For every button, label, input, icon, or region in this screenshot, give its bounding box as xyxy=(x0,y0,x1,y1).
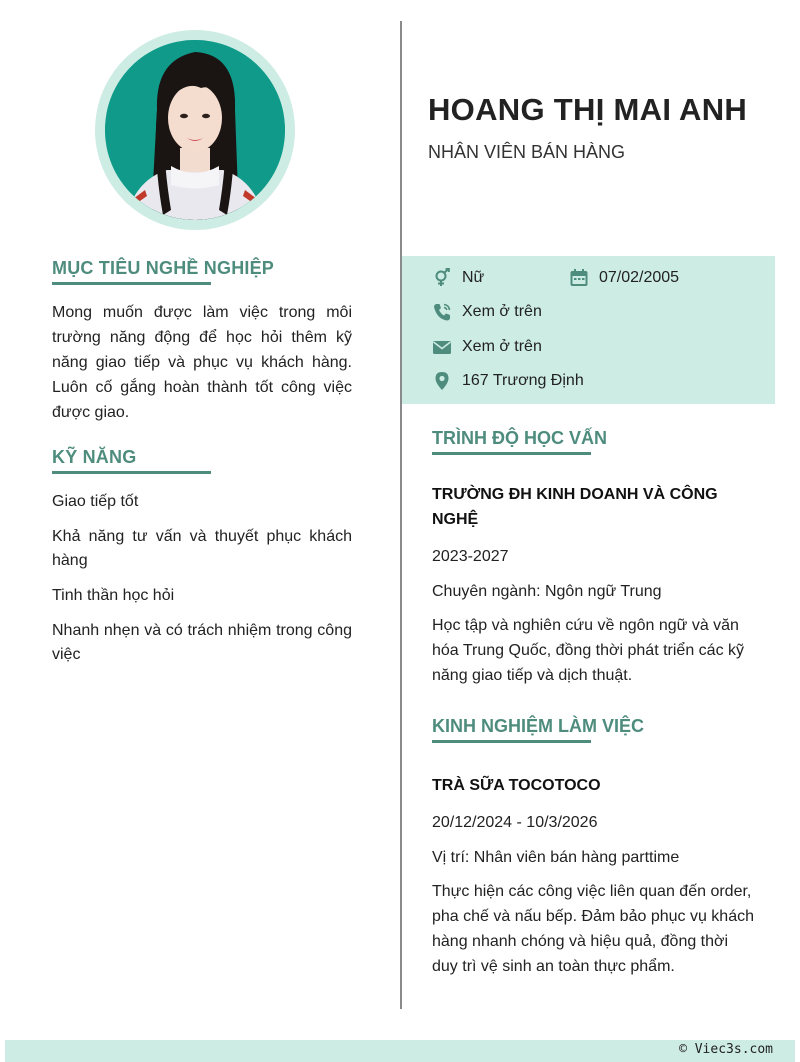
column-divider xyxy=(400,21,402,1009)
avatar xyxy=(105,40,285,220)
candidate-name: HOANG THỊ MAI ANH xyxy=(428,92,748,127)
education-description: Học tập và nghiên cứu về ngôn ngữ và văn hóa Trung Quốc, đồng thời phát triển các kỹ năng giao tiếp và dịch thuật. xyxy=(432,617,745,684)
education-school: TRƯỜNG ĐH KINH DOANH VÀ CÔNG NGHỆ xyxy=(432,486,718,528)
experience-description: Thực hiện các công việc liên quan đến order, pha chế và nấu bếp. Đảm bảo phục vụ khách hàng nhanh chóng và hiệu quả, đồng thời duy trì vệ sinh an toàn thực phẩm. xyxy=(432,883,754,975)
envelope-icon xyxy=(432,337,452,357)
experience-section xyxy=(432,716,762,743)
skill-item: Tinh thần học hỏi xyxy=(52,587,175,604)
email-row xyxy=(432,337,542,357)
address-row xyxy=(432,371,584,391)
experience-position: Vị trí: Nhân viên bán hàng parttime xyxy=(432,849,680,866)
education-underline xyxy=(432,452,591,455)
objective-text: Mong muốn được làm việc trong môi trường năng động để học hỏi thêm kỹ năng giao tiếp và phục vụ khách hàng. Luôn cố gắng hoàn thành tốt công việc được giao. xyxy=(52,304,352,421)
experience-title: KINH NGHIỆM LÀM VIỆC xyxy=(432,716,645,736)
footer-copyright: © Viec3s.com xyxy=(679,1042,773,1057)
education-section xyxy=(432,428,762,455)
phone-row xyxy=(432,302,542,322)
location-pin-icon xyxy=(432,371,452,391)
personal-info-panel xyxy=(402,256,775,404)
objective-underline xyxy=(52,282,211,285)
education-major: Chuyên ngành: Ngôn ngữ Trung xyxy=(432,583,662,600)
email-value: Xem ở trên xyxy=(462,338,542,355)
skill-item: Nhanh nhẹn và có trách nhiệm trong công việc xyxy=(52,622,352,663)
address-value: 167 Trương Định xyxy=(462,372,584,389)
birthday-row xyxy=(569,268,679,288)
experience-underline xyxy=(432,740,591,743)
experience-period: 20/12/2024 - 10/3/2026 xyxy=(432,814,598,831)
skills-section xyxy=(52,447,352,474)
job-title: NHÂN VIÊN BÁN HÀNG xyxy=(428,142,626,162)
gender-icon xyxy=(432,268,452,288)
footer-bar xyxy=(5,1040,795,1062)
skills-title: KỸ NĂNG xyxy=(52,447,137,467)
education-title: TRÌNH ĐỘ HỌC VẤN xyxy=(432,428,607,448)
skills-underline xyxy=(52,471,211,474)
skills-list xyxy=(52,490,352,678)
education-period: 2023-2027 xyxy=(432,548,509,565)
skill-item: Giao tiếp tốt xyxy=(52,493,139,510)
phone-icon xyxy=(432,302,452,322)
gender-row xyxy=(432,268,484,288)
experience-company: TRÀ SỮA TOCOTOCO xyxy=(432,777,601,794)
gender-value: Nữ xyxy=(462,269,485,286)
avatar-portrait-image xyxy=(105,40,285,220)
objective-title: MỤC TIÊU NGHỀ NGHIỆP xyxy=(52,258,275,278)
birthday-value: 07/02/2005 xyxy=(599,269,680,286)
phone-value: Xem ở trên xyxy=(462,303,542,320)
calendar-icon xyxy=(569,268,589,288)
objective-section xyxy=(52,258,352,285)
skill-item: Khả năng tư vấn và thuyết phục khách hàng xyxy=(52,528,352,569)
